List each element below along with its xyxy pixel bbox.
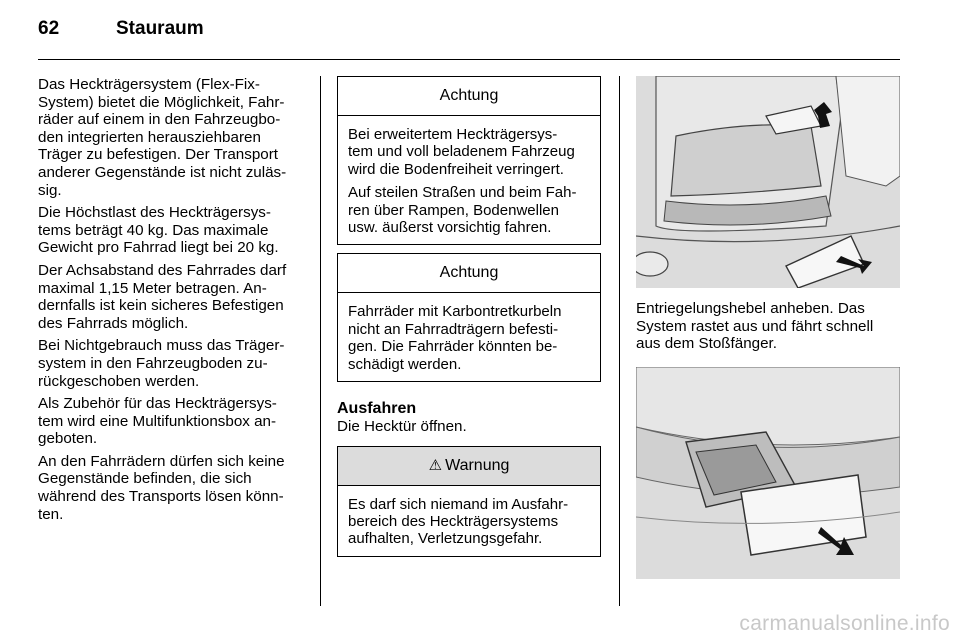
warning-icon: ⚠ [428, 456, 443, 474]
caution-box-1 [337, 76, 601, 245]
body-paragraph: Als Zubehör für das Heckträgersys- tem wird eine Multifunktionsbox an- geboten. [38, 395, 277, 448]
body-paragraph: Das Heckträgersystem (Flex-Fix- System) bietet die Möglichkeit, Fahr- räder auf einem in den Fahrzeugbo- den integrierten herausziehbaren Träger zu befestigen. Der Transport anderer Gegenstände ist nicht zuläs- sig. [38, 76, 287, 199]
warning-box-header [338, 447, 600, 486]
column-1 [38, 76, 304, 528]
illustration-trunk-lever [636, 76, 900, 288]
warning-box-title: Warnung [445, 456, 510, 474]
caution-box-title: Achtung [338, 77, 600, 116]
header-rule [38, 59, 900, 60]
figure-caption: Entriegelungshebel anheben. Das System rastet aus und fährt schnell aus dem Stoßfänger. [636, 300, 874, 353]
caution-box-title: Achtung [338, 254, 600, 293]
caution-text: Bei erweitertem Heckträgersys- tem und voll beladenem Fahrzeug wird die Bodenfreiheit verringert. [348, 126, 575, 178]
caution-text: Fahrräder mit Karbontretkurbeln nicht an Fahrradträgern befesti- gen. Die Fahrräder könnten be- schädigt werden. [348, 303, 562, 373]
caution-text: Auf steilen Straßen und beim Fah- ren über Rampen, Bodenwellen usw. äußerst vorsichtig fahren. [348, 184, 577, 237]
footer-watermark: carmanualsonline.info [739, 612, 950, 635]
column-3 [636, 76, 900, 579]
warning-box [337, 446, 601, 557]
illustration-carrier-extend [636, 367, 900, 579]
column-divider-2 [619, 76, 620, 606]
warning-text: Es darf sich niemand im Ausfahr- bereich des Heckträgersystems aufhalten, Verletzungsgefahr. [348, 495, 569, 548]
page-title: Stauraum [116, 18, 204, 39]
body-paragraph: Die Höchstlast des Heckträgersys- tems beträgt 40 kg. Das maximale Gewicht pro Fahrrad liegt bei 20 kg. [38, 204, 279, 257]
column-divider-1 [320, 76, 321, 606]
column-2 [337, 76, 601, 557]
section-heading: Ausfahren [337, 400, 417, 418]
body-paragraph: Der Achsabstand des Fahrrades darf maximal 1,15 Meter betragen. An- dernfalls ist kein sicheres Befestigen des Fahrrads möglich. [38, 261, 287, 332]
page-number: 62 [38, 18, 60, 39]
section-text: Die Hecktür öffnen. [337, 418, 467, 436]
body-paragraph: An den Fahrrädern dürfen sich keine Gegenstände befinden, die sich während des Transports lösen könn- ten. [38, 452, 285, 523]
body-paragraph: Bei Nichtgebrauch muss das Träger- system in den Fahrzeugboden zu- rückgeschoben werden. [38, 337, 285, 390]
caution-box-2 [337, 253, 601, 382]
